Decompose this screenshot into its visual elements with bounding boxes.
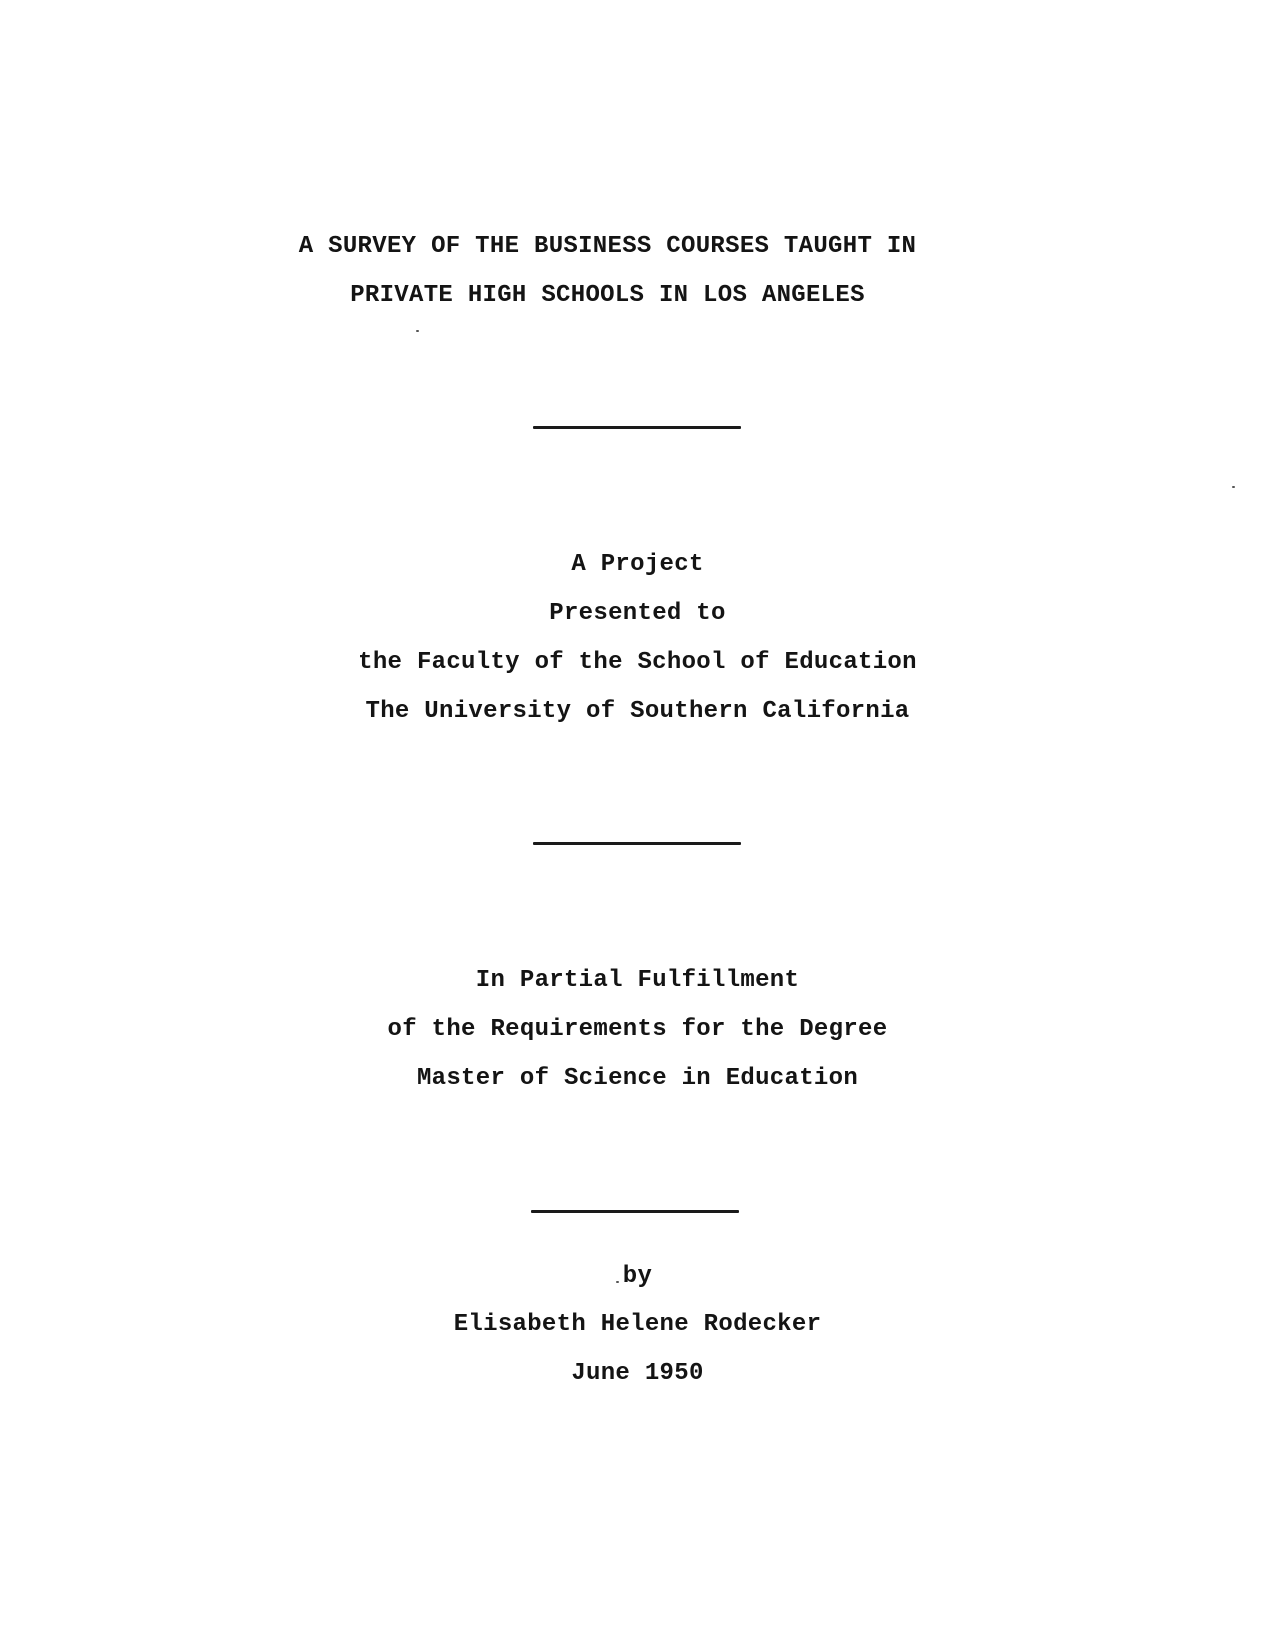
- fulfillment-line-1: In Partial Fulfillment: [475, 967, 800, 994]
- thesis-title-line-2: PRIVATE HIGH SCHOOLS IN LOS ANGELES: [350, 282, 865, 309]
- author-name: Elisabeth Helene Rodecker: [453, 1311, 822, 1338]
- scan-speck: [1232, 486, 1235, 488]
- degree-line: Master of Science in Education: [416, 1065, 859, 1092]
- scan-speck: [616, 1281, 619, 1283]
- presented-to-label: Presented to: [549, 600, 726, 627]
- by-label: by: [622, 1263, 653, 1290]
- fulfillment-line-2: of the Requirements for the Degree: [387, 1016, 888, 1043]
- scan-speck: [416, 330, 419, 332]
- submission-date: June 1950: [571, 1360, 704, 1387]
- project-label: A Project: [571, 551, 704, 578]
- separator-rule: [533, 842, 741, 845]
- separator-rule: [533, 426, 741, 429]
- separator-rule: [531, 1210, 739, 1213]
- thesis-title-line-1: A SURVEY OF THE BUSINESS COURSES TAUGHT IN: [298, 233, 917, 260]
- faculty-line: the Faculty of the School of Education: [358, 649, 917, 676]
- university-line: The University of Southern California: [365, 698, 910, 725]
